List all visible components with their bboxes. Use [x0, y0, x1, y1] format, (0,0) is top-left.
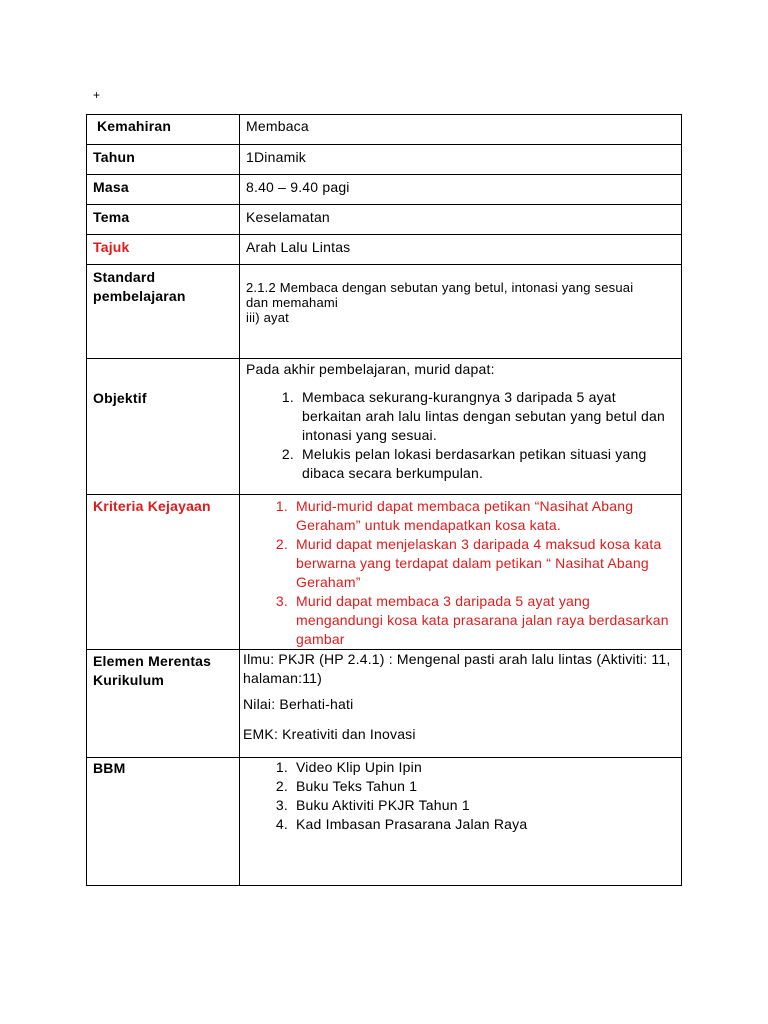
objektif-intro: Pada akhir pembelajaran, murid dapat: — [246, 361, 495, 377]
objektif-list — [246, 388, 675, 483]
list-item: 3. Murid dapat membaca 3 daripada 5 ayat yang mengandungi kosa kata prasarana jalan raya berdasarkan gambar — [292, 592, 675, 649]
standard-line-2: dan memahami — [246, 295, 338, 310]
row-masa — [87, 175, 682, 205]
value-kriteria — [240, 495, 682, 650]
list-item: 2. Melukis pelan lokasi berdasarkan petikan situasi yang dibaca secara berkumpulan. — [298, 445, 675, 483]
list-item: 2. Murid dapat menjelaskan 3 daripada 4 maksud kosa kata berwarna yang terdapat dalam petikan “ Nasihat Abang Geraham” — [292, 535, 675, 592]
value-masa: 8.40 – 9.40 pagi — [240, 175, 682, 205]
elemen-emk: EMK: Kreativiti dan Inovasi — [243, 726, 416, 742]
row-objektif — [87, 359, 682, 495]
bbm-list — [240, 758, 681, 834]
list-item: 2. Buku Teks Tahun 1 — [292, 777, 681, 796]
row-tajuk — [87, 235, 682, 265]
plus-marker: + — [93, 88, 101, 102]
list-item: 1. Membaca sekurang-kurangnya 3 daripada 5 ayat berkaitan arah lalu lintas dengan sebutan yang betul dan intonasi yang sesuai. — [298, 388, 675, 445]
list-item: 4. Kad Imbasan Prasarana Jalan Raya — [292, 815, 681, 834]
lesson-plan-table — [86, 114, 682, 886]
value-bbm — [240, 758, 682, 886]
label-kriteria: Kriteria Kejayaan — [87, 495, 240, 650]
standard-line-1: 2.1.2 Membaca dengan sebutan yang betul, intonasi yang sesuai — [246, 280, 634, 295]
kriteria-list — [240, 497, 675, 649]
value-tema: Keselamatan — [240, 205, 682, 235]
label-standard: Standard pembelajaran — [87, 265, 240, 359]
value-elemen — [240, 650, 682, 758]
label-tema: Tema — [87, 205, 240, 235]
elemen-ilmu: Ilmu: PKJR (HP 2.4.1) : Mengenal pasti arah lalu lintas (Aktiviti: 11, halaman:11) — [243, 651, 671, 686]
label-bbm: BBM — [87, 758, 240, 886]
label-objektif: Objektif — [87, 359, 240, 495]
label-kemahiran: Kemahiran — [87, 115, 240, 145]
value-standard — [240, 265, 682, 359]
row-kriteria — [87, 495, 682, 650]
label-tahun: Tahun — [87, 145, 240, 175]
row-tema — [87, 205, 682, 235]
row-tahun — [87, 145, 682, 175]
label-tajuk: Tajuk — [87, 235, 240, 265]
value-kemahiran: Membaca — [240, 115, 682, 145]
row-standard — [87, 265, 682, 359]
label-elemen: Elemen Merentas Kurikulum — [87, 650, 240, 758]
value-objektif — [240, 359, 682, 495]
value-tahun: 1Dinamik — [240, 145, 682, 175]
list-item: 1. Murid-murid dapat membaca petikan “Nasihat Abang Geraham” untuk mendapatkan kosa kata. — [292, 497, 675, 535]
elemen-nilai: Nilai: Berhati-hati — [243, 696, 354, 712]
row-elemen — [87, 650, 682, 758]
row-kemahiran — [87, 115, 682, 145]
row-bbm — [87, 758, 682, 886]
value-tajuk: Arah Lalu Lintas — [240, 235, 682, 265]
list-item: 1. Video Klip Upin Ipin — [292, 758, 681, 777]
list-item: 3. Buku Aktiviti PKJR Tahun 1 — [292, 796, 681, 815]
standard-line-3: iii) ayat — [246, 310, 289, 325]
label-masa: Masa — [87, 175, 240, 205]
